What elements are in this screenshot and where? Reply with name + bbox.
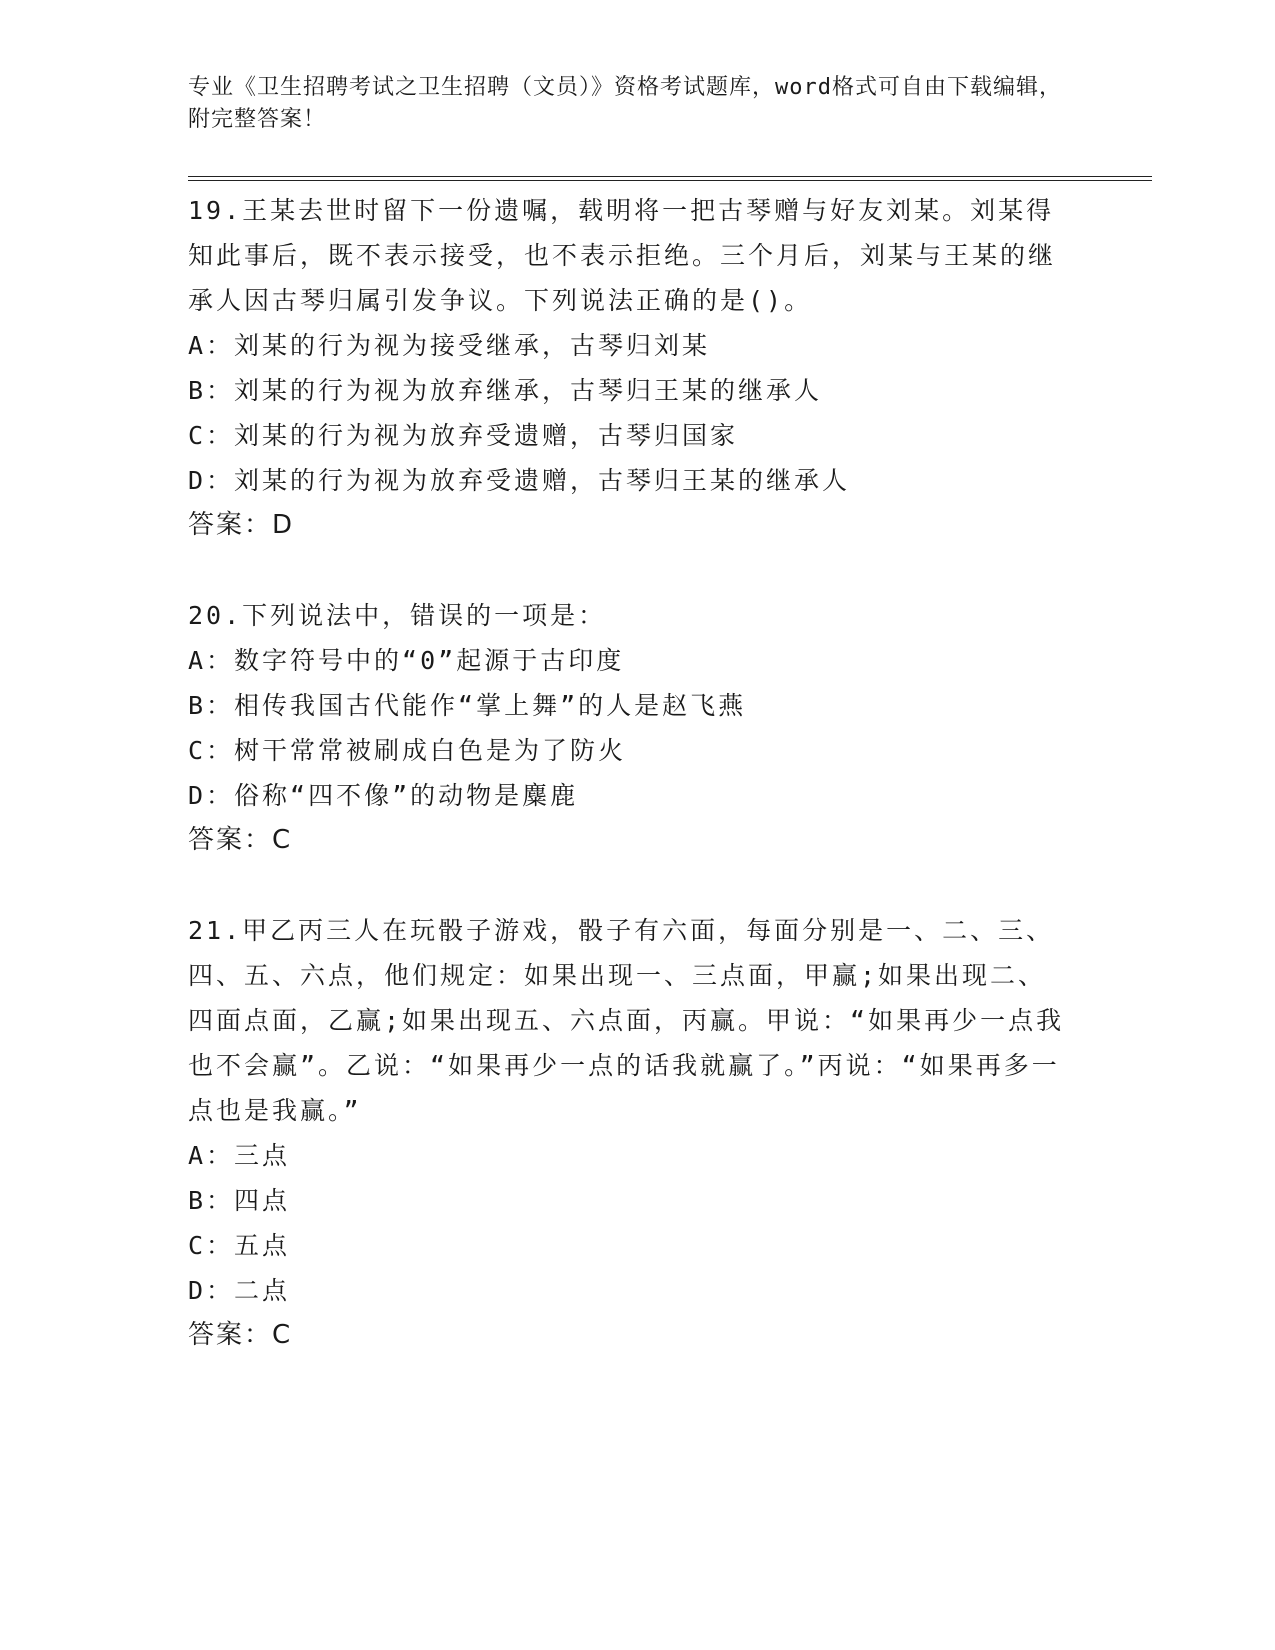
option-d: D：二点 [188, 1276, 291, 1305]
option-c: C：刘某的行为视为放弃受遗赠，古琴归国家 [188, 421, 739, 450]
option-b: B：相传我国古代能作“掌上舞”的人是赵飞燕 [188, 691, 747, 720]
option-a: A：数字符号中的“0”起源于古印度 [188, 646, 625, 675]
question-21 [188, 908, 1088, 1358]
header-divider [188, 176, 1152, 181]
question-stem: 21.甲乙丙三人在玩骰子游戏，骰子有六面，每面分别是一、二、三、四、五、六点，他们规定：如果出现一、三点面，甲赢;如果出现二、四面点面，乙赢;如果出现五、六点面，丙赢。甲说：“如果再少一点我也不会赢”。乙说：“如果再少一点的话我就赢了。”丙说：“如果再多一点也是我赢。” [188, 916, 1065, 1125]
option-b: B：四点 [188, 1186, 291, 1215]
question-19 [188, 188, 1088, 548]
answer-label: 答案：D [188, 510, 295, 540]
option-b: B：刘某的行为视为放弃继承，古琴归王某的继承人 [188, 376, 823, 405]
option-d: D：刘某的行为视为放弃受遗赠，古琴归王某的继承人 [188, 466, 851, 495]
option-a: A：刘某的行为视为接受继承，古琴归刘某 [188, 331, 711, 360]
option-c: C：五点 [188, 1231, 291, 1260]
question-stem: 20.下列说法中，错误的一项是： [188, 601, 607, 630]
spacer [188, 863, 1088, 908]
question-20 [188, 593, 1088, 863]
document-header: 专业《卫生招聘考试之卫生招聘（文员）》资格考试题库，word格式可自由下载编辑，附完整答案！ [188, 75, 1062, 132]
spacer [188, 548, 1088, 593]
option-d: D：俗称“四不像”的动物是麋鹿 [188, 781, 579, 810]
answer-label: 答案：C [188, 825, 293, 855]
answer-label: 答案：C [188, 1320, 293, 1350]
option-c: C：树干常常被刷成白色是为了防火 [188, 736, 627, 765]
question-list [188, 188, 1088, 1358]
question-stem: 19.王某去世时留下一份遗嘱，载明将一把古琴赠与好友刘某。刘某得知此事后，既不表示接受，也不表示拒绝。三个月后，刘某与王某的继承人因古琴归属引发争议。下列说法正确的是()。 [188, 196, 1057, 315]
option-a: A：三点 [188, 1141, 291, 1170]
